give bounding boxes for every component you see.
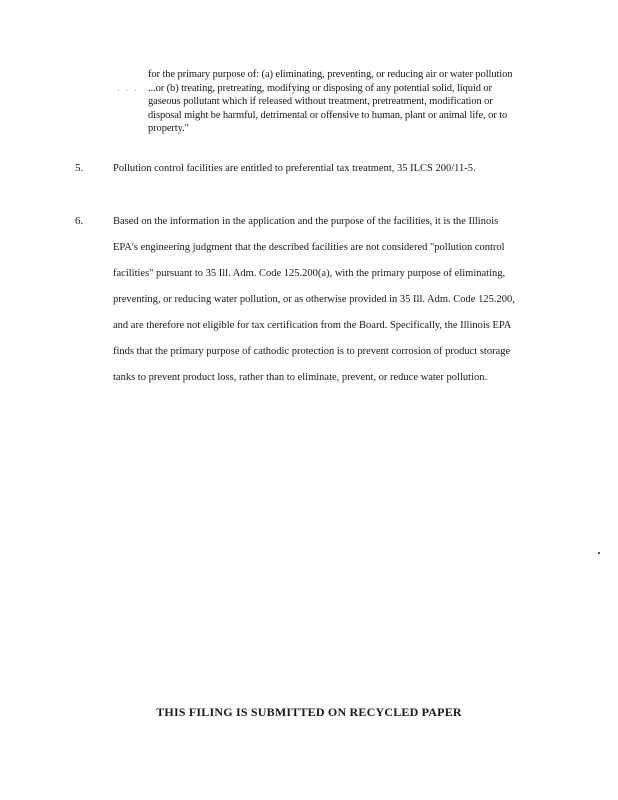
quoted-definition: [148, 68, 548, 136]
recycled-paper-footer: THIS FILING IS SUBMITTED ON RECYCLED PAPER: [156, 705, 462, 719]
scan-speck: [598, 552, 600, 554]
quote-line: ...or (b) treating, pretreating, modifying or disposing of any potential solid, liquid or: [148, 82, 492, 94]
paragraph-line: and are therefore not eligible for tax certification from the Board. Specifically, the Illinois EPA: [113, 320, 512, 331]
paragraph-line: preventing, or reducing water pollution, or as otherwise provided in 35 Ill. Adm. Code 125.200,: [113, 294, 515, 305]
quote-line: property.": [148, 123, 189, 134]
paragraph-number: 5.: [75, 162, 84, 174]
quote-line: gaseous pollutant which if released without treatment, pretreatment, modification or: [148, 96, 493, 107]
quote-line: disposal might be harmful, detrimental or offensive to human, plant or animal life, or to: [148, 109, 508, 121]
paragraph-text: [113, 162, 553, 188]
margin-mark: · · ·: [117, 86, 139, 95]
paragraph-line: finds that the primary purpose of cathodic protection is to prevent corrosion of product storage: [113, 346, 511, 357]
paragraph-line: Pollution control facilities are entitled to preferential tax treatment, 35 ILCS 200/11-5.: [113, 163, 476, 174]
paragraph-line: Based on the information in the application and the purpose of the facilities, it is the Illinois: [113, 216, 499, 227]
paragraph-text: [113, 215, 553, 397]
paragraph-line: tanks to prevent product loss, rather than to eliminate, prevent, or reduce water pollution.: [113, 372, 488, 383]
paragraph-line: facilities" pursuant to 35 Ill. Adm. Code 125.200(a), with the primary purpose of eliminating,: [113, 268, 506, 279]
quote-line: for the primary purpose of: (a) eliminating, preventing, or reducing air or water pollution: [148, 69, 513, 80]
paragraph-line: EPA's engineering judgment that the described facilities are not considered "pollution control: [113, 242, 505, 253]
paragraph-number: 6.: [75, 215, 84, 227]
